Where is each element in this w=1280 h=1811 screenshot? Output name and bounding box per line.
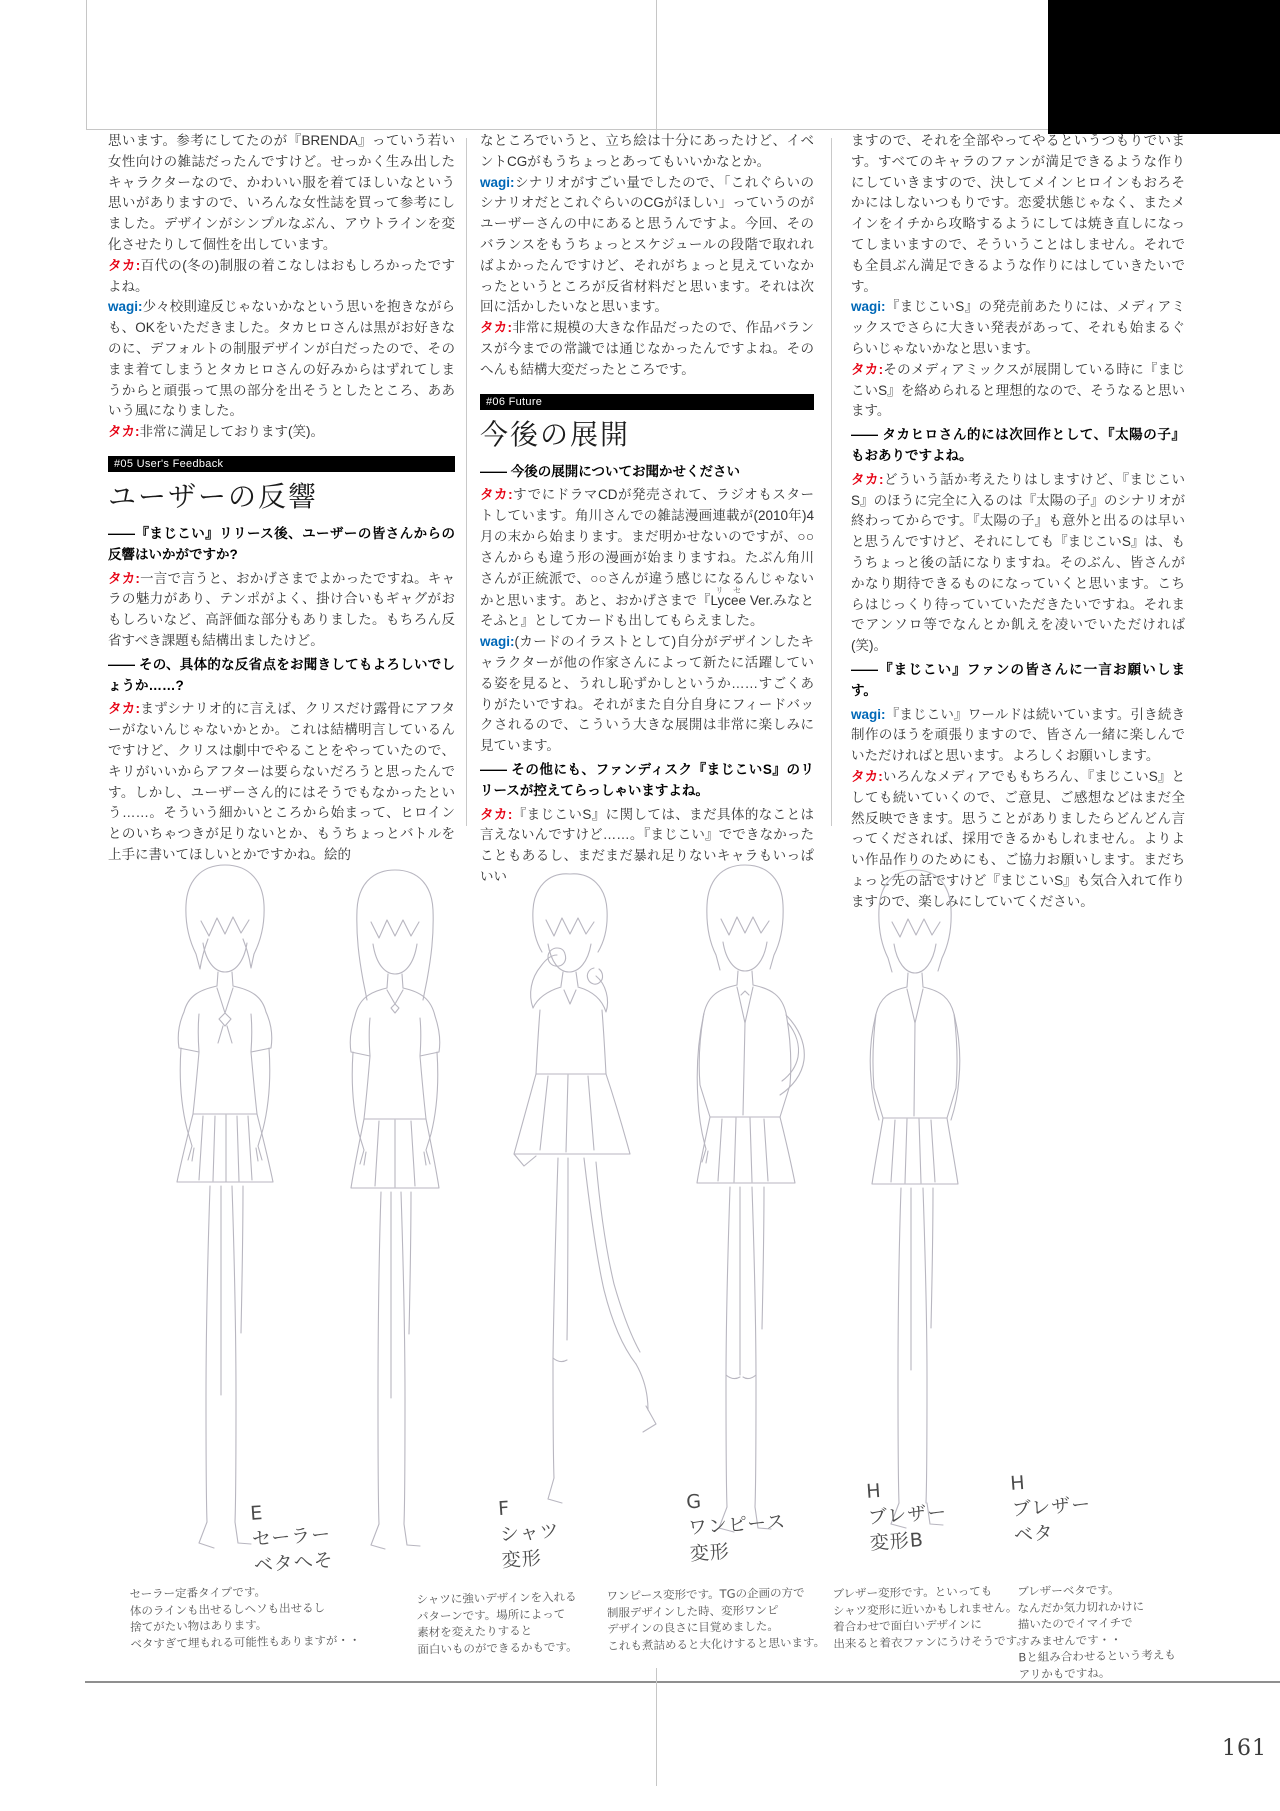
speaker-label-taka: タカ: [108,257,141,273]
section-heading: 今後の展開 [480,418,631,450]
speaker-label-taka: タカ: [480,806,513,822]
top-center-crop-mark [656,0,657,140]
interview-paragraph: wagi:『まじこいS』の発売前あたりには、メディアミックスでさらに大きい発表があって、それも始まるぐらいじゃないかなと思います。 [851,299,1185,356]
interview-paragraph: ますので、それを全部やってやるというつもりでいます。すべてのキャラのファンが満足できるような作りにしていきますので、決してメインヒロインもおろそかにはしないつもりです。恋愛状態じゃなく、またメインをイチから攻略するようにしては焼き直しになってしまいますので、そういうことはしません。それでも全員ぶん満足できるような作りにはしていきたいです。 [851,133,1185,294]
interview-paragraph: なところでいうと、立ち絵は十分にあったけど、イベントCGがもうちょっとあってもいいかなとか。 [480,133,814,169]
sketch-label-g-onepiece: G ワンピース 変形 [685,1490,787,1566]
column-divider-2 [831,138,832,826]
speaker-label-taka: タカ: [851,768,883,784]
interviewer-question: ――『まじこい』ファンの皆さんに一言お願いします。 [851,661,1185,698]
speaker-label-taka: タカ: [851,361,884,377]
sketch-label-e-sailor: E セーラー ベタへそ [249,1501,335,1577]
character-sketch-shirt-variant [313,858,478,1570]
speaker-label-taka: タカ: [108,701,141,717]
character-sketch-one-piece-variant [478,860,663,1560]
interview-paragraph: タカ:一言で言うと、おかげさまでよかったですね。キャラの魅力があり、テンポがよく、掛け合いもギャグがおもしろいなど、高評価な部分もありました。もちろん反省すべき課題も結構出ましたけど。 [108,570,456,648]
speaker-label-wagi: wagi: [108,299,143,315]
speaker-label-wagi: wagi: [851,706,886,722]
interview-paragraph: タカ:いろんなメディアでももちろん、『まじこいS』としても続いていくので、ご意見、ご感想などはまだ全然反映できます。思うことがありましたらどんどん言ってくだされば、採用できるかもしれません。よりよい作品作りのためにも、ご協力お願いします。まだちょっと先の話ですけど『まじこいS』も気合入れて作りますので、楽しみにしていてください。 [851,768,1185,909]
interview-paragraph: タカ:『まじこいS』に関しては、まだ具体的なことは言えないんですけど……。『まじこい』でできなかったこともあるし、まだまだ暴れ足りないキャラもいっぱいい [480,806,814,884]
sketch-caption-sailor: セーラー定番タイプです。 体のラインも出せるしヘソも出せるし 捨てがたい物はあります。 ベタすぎて埋もれる可能性もありますが・・ [129,1584,361,1651]
interview-paragraph: タカ:非常に規模の大きな作品だったので、作品バランスが今までの常識では通じなかったんですよね。そのへんも結構大変だったところです。 [480,320,814,377]
interview-column-3 [851,131,1185,912]
interviewer-question: ―― タカヒロさん的には次回作として、『太陽の子』もおありですよね。 [851,427,1185,463]
interview-paragraph: タカ:すでにドラマCDが発売されて、ラジオもスタートしています。角川さんでの雑誌漫画連載が(2010年)4月の末から始まります。まだ明かせないのですが、○○さんからも違う形の漫画が始まりますね。たぶん角川さんが正統派で、○○さんが違う感じになるんじゃないかと思います。あと、おかげさまで『Lyceeリセ Ver.みなとそふと』としてカードも出してもらえました。 [480,487,814,629]
character-sketch-blazer-variant-b [658,855,833,1567]
section-tag-bar: #05 User's Feedback [108,456,455,472]
interview-paragraph: wagi:少々校則違反じゃないかなという思いを抱きながらも、OKをいただきました。タカヒロさんは黒がお好きなのに、デフォルトの制服デザインが白だったので、そのまま着てしまうとタカヒロさんの好みからはずれてしまうからと頑張って黒の部分を出そうとしたところ、ああいう風になりました。 [108,299,455,419]
interview-column-2 [480,131,814,888]
interviewer-question: ――『まじこい』リリース後、ユーザーの皆さんからの反響はいかがですか? [108,525,455,562]
character-sketch-sailor-uniform [140,855,310,1570]
interview-column-1 [108,131,455,866]
chapter-corner-tab [1048,0,1280,134]
interviewer-question: ―― その他にも、ファンディスク『まじこいS』のリリースが控えてらっしゃいますよね。 [480,761,814,798]
interview-paragraph: 思います。参考にしてたのが『BRENDA』っていう若い女性向けの雑誌だったんですけど。せっかく生み出したキャラクターなので、かわいい服を着てほしいなという思いがありますので、いろんな女性誌を買って参考にしました。デザインがシンプルなぶん、アウトラインを変化させたりして個性を出しています。 [108,133,455,252]
sketch-label-h-blazer-beta: H ブレザー ベタ [1009,1471,1092,1547]
bottom-center-crop-mark [656,1668,657,1786]
speaker-label-taka: タカ: [480,487,513,503]
speaker-label-taka: タカ: [108,424,140,440]
interviewer-question: ―― その、具体的な反省点をお聞きしてもよろしいでしょうか……? [108,656,455,693]
interview-paragraph: wagi:『まじこい』ワールドは続いています。引き続き制作のほうを頑張りますので、皆さん一緒に楽しんでいただければと思います。よろしくお願いします。 [851,706,1185,764]
interview-paragraph: タカ:そのメディアミックスが展開している時に『まじこいS』を絡められると理想的なので、そうなると思います。 [851,361,1185,419]
sketch-caption-onepiece: ワンピース変形です。TGの企画の方で 制服デザインした時、変形ワンピ デザインの良さに目覚めました。 これも煮詰めると大化けすると思います。 [606,1585,826,1653]
section-tag-bar: #06 Future [480,394,814,410]
column-divider-1 [466,138,467,826]
speaker-label-wagi: wagi: [851,299,886,315]
speaker-label-taka: タカ: [108,570,140,586]
top-left-crop-mark [86,0,87,130]
sketch-caption-blazer-b: ブレザー変形です。といっても シャツ変形に近いかもしれません。 着合わせで面白いデザインに 出来ると着衣ファンにうけそうです。 [832,1583,1028,1651]
sketch-caption-shirt: シャツに強いデザインを入れる パターンです。場所によって 素材を変えたりすると 面白いものができるかもです。 [416,1589,578,1656]
interviewer-question: ―― 今後の展開についてお聞かせください [480,463,740,479]
interview-paragraph: タカ:まずシナリオ的に言えば、クリスだけ露骨にアフターがないんじゃないかとか。これは結構明言しているんですけど、クリスは劇中でやることをやっていたので、キリがいいからアフターは要らないだろうと思ったんです。しかし、ユーザーさん的にはそうでもなかったという……。そういう細かいところから始まって、ヒロインとのいちゃつきが足りないとか、もうちょっとバトルを上手に書いてほしいとかですかね。絵的 [108,701,455,862]
speaker-label-taka: タカ: [851,471,884,487]
ruby-annotation: Lyceeリセ [710,585,746,608]
sketch-caption-blazer-beta: ブレザーベタです。 なんだか気力切れかけに 描いたのでイマイチで すみませんです・・ Bと組み合わせるという考えも アリかもですね。 [1017,1582,1176,1681]
page-number: 161 [1222,1736,1267,1761]
sketch-label-f-shirt: F シャツ 変形 [497,1497,561,1572]
interview-paragraph: wagi:(カードのイラストとして)自分がデザインしたキャラクターが他の作家さんによって新たに活躍している姿を見ると、うれし恥ずかしというか……すごくありがたいですね。それがまた自分自身にフィードバックされるので、こういう大きな展開は非常に楽しみに見ています。 [480,634,814,754]
sketch-label-h-blazer-b: H ブレザー 変形B [865,1479,948,1555]
interview-paragraph: タカ:非常に満足しております(笑)。 [108,424,324,440]
section-heading: ユーザーの反響 [108,480,319,512]
bottom-rule [85,1681,1280,1683]
speaker-label-taka: タカ: [480,320,512,336]
interview-paragraph: タカ:百代の(冬の)制服の着こなしはおもしろかったですよね。 [108,257,455,294]
speaker-label-wagi: wagi: [480,634,515,650]
interview-paragraph: wagi:シナリオがすごい量でしたので、「これぐらいのシナリオだとこれぐらいのCGがほしい」っていうのがユーザーさんの中にあると思うんですよ。今回、そのバランスをもうちょっとスケジュールの段階で取れればよかったんですけど、それがちょっと見えていなかったというところが反省材料だと思います。それは次回に活かしたいなと思います。 [480,174,814,315]
character-sketch-blazer-plain [835,858,995,1558]
interview-paragraph: タカ:どういう話か考えたりはしますけど、『まじこいS』のほうに完全に入るのは『太陽の子』のシナリオが終わってからです。『太陽の子』も意外と出るのは早いと思うんですけど、それにしても『まじこいS』は、もうちょっと後の話になりますね。そのぶん、皆さんがかなり期待できるものになっていくと思います。こちらはじっくり待っていていただきたいですね。それまでアンソロ等でなんとか飢えを凌いでいただければ(笑)。 [851,471,1186,654]
speaker-label-wagi: wagi: [480,174,515,190]
